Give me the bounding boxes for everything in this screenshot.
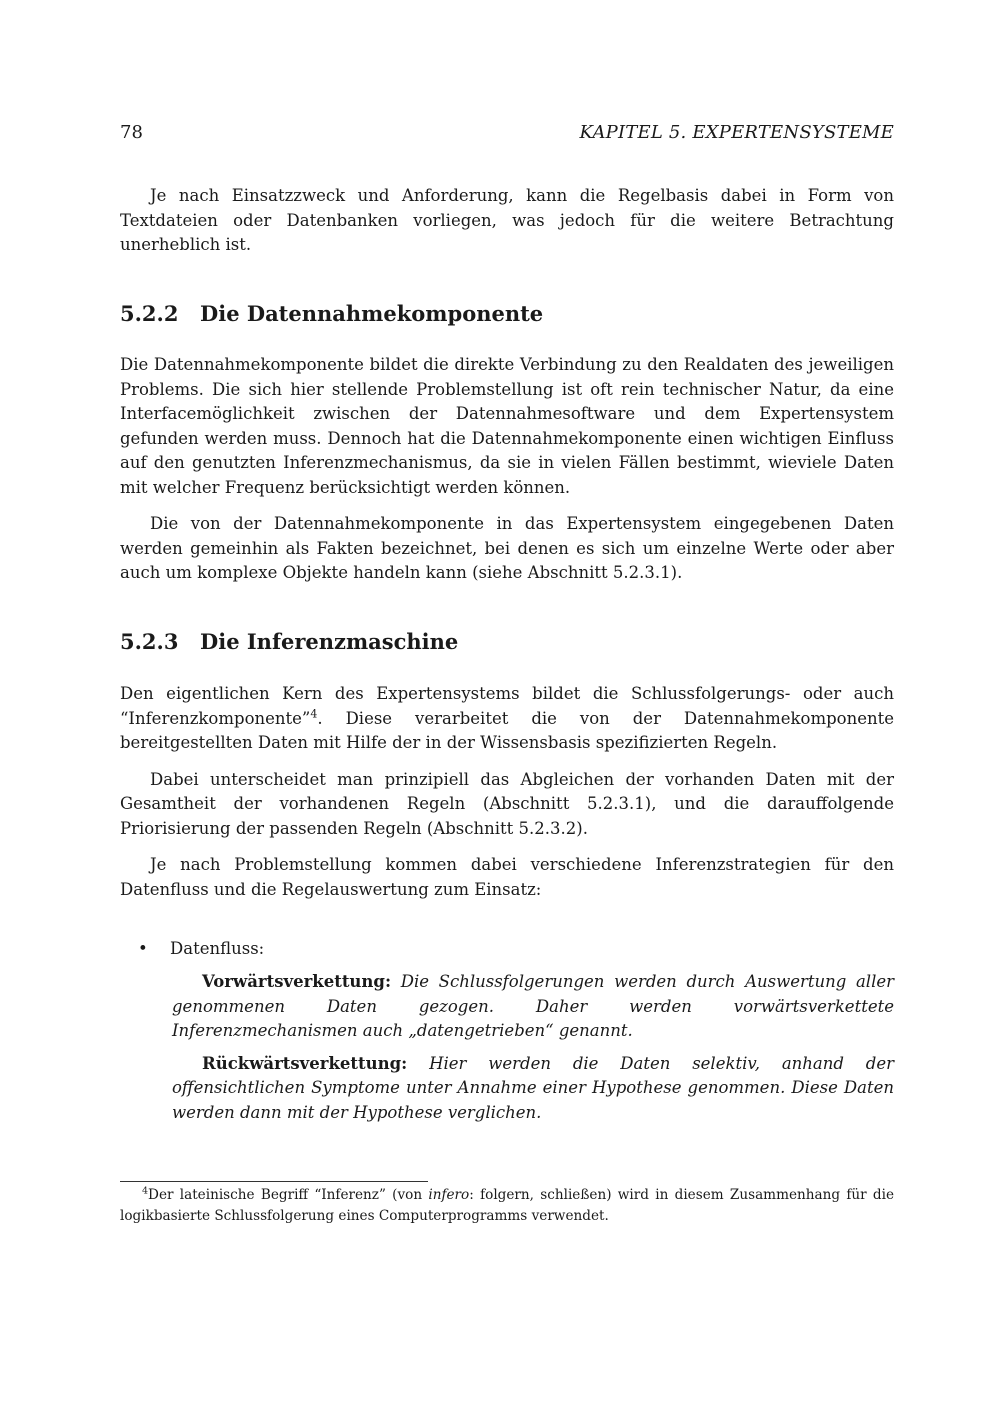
section-title: Die Datennahmekomponente	[200, 301, 544, 326]
bullet-item	[138, 937, 264, 962]
bullet-label: Datenfluss:	[170, 939, 265, 958]
definition-forward-chaining	[172, 970, 894, 1044]
running-header	[120, 121, 894, 145]
document-page	[120, 0, 894, 1414]
section-heading-5-2-2	[120, 300, 543, 328]
footnote-italic: infero	[428, 1187, 470, 1203]
footnote	[120, 1185, 894, 1227]
section-number: 5.2.3	[120, 629, 179, 654]
section-title: Die Inferenzmaschine	[200, 629, 459, 654]
paragraph: Dabei unterscheidet man prinzipiell das Abgleichen der vorhanden Daten mit der Gesamtheit der vorhandenen Regeln (Abschnitt 5.2.3.1), und die darauffolgende Priorisierung der passenden Regeln (Abschnitt 5.2.3.2).	[120, 769, 894, 838]
footnote-text: : folgern, schließen) wird in diesem Zusammenhang für die logikbasierte Schlussfolgerung eines Computerprogramms verwendet.	[120, 1187, 894, 1224]
paragraph: Die von der Datennahmekomponente in das Expertensystem eingegebenen Daten werden gemeinhin als Fakten bezeichnet, bei denen es sich um einzelne Werte oder aber auch um komplexe Objekte handeln kann (siehe Abschnitt 5.2.3.1).	[120, 514, 894, 582]
chapter-title: KAPITEL 5. EXPERTENSYSTEME	[579, 122, 894, 143]
section-number: 5.2.2	[120, 301, 179, 326]
definition-text: Hier werden die Daten selektiv, anhand der offensichtlichen Symptome unter Annahme einer Hypothese genommen. Diese Daten werden dann mit der Hypothese verglichen.	[172, 1053, 894, 1122]
page-number: 78	[120, 122, 143, 143]
intro-paragraph-block	[120, 184, 894, 258]
intro-paragraph: Je nach Einsatzzweck und Anforderung, kann die Regelbasis dabei in Form von Textdateien oder Datenbanken vorliegen, was jedoch für die weitere Betrachtung unerheblich ist.	[120, 186, 894, 254]
section-5-2-3-body	[120, 682, 894, 902]
paragraph-text: . Diese verarbeitet die von der Datennahmekomponente bereitgestellten Daten mit Hilfe der in der Wissensbasis spezifizierten Regeln.	[120, 708, 894, 752]
paragraph: Je nach Problemstellung kommen dabei verschiedene Inferenzstrategien für den Datenfluss und die Regelauswertung zum Einsatz:	[120, 855, 894, 899]
paragraph-text: Den eigentlichen Kern des Expertensystems bildet die Schlussfolgerungs- oder auch “Inferenzkomponente”	[120, 684, 894, 728]
footnote-text: Der lateinische Begriff “Inferenz” (von	[148, 1187, 429, 1203]
footnote-separator	[120, 1181, 428, 1182]
footnote-mark: 4	[142, 1185, 149, 1197]
definition-term: Rückwärtsverkettung:	[202, 1053, 408, 1073]
bullet-symbol: •	[138, 939, 148, 958]
definition-list	[172, 970, 894, 1125]
definition-term: Vorwärtsverkettung:	[202, 972, 392, 991]
paragraph	[120, 682, 894, 756]
section-heading-5-2-3	[120, 628, 458, 656]
footnote-reference[interactable]: 4	[310, 707, 318, 720]
definition-backward-chaining	[172, 1052, 894, 1126]
paragraph: Die Datennahmekomponente bildet die direkte Verbindung zu den Realdaten des jeweiligen Problems. Die sich hier stellende Problemstellung ist oft rein technischer Natur, da eine Interfacemöglichkeit zwischen der Datennahmesoftware und dem Expertensystem gefunden werden muss. Dennoch hat die Datennahmekomponente einen wichtigen Einfluss auf den genutzten Inferenzmechanismus, da sie in vielen Fällen bestimmt, wieviele Daten mit welcher Frequenz berücksichtigt werden können.	[120, 355, 894, 497]
section-5-2-2-body	[120, 353, 894, 586]
definition-text: Die Schlussfolgerungen werden durch Auswertung aller genommenen Daten gezogen. Daher werden vorwärtsverkettete Inferenzmechanismen auch „datengetrieben“ genannt.	[172, 972, 894, 1040]
